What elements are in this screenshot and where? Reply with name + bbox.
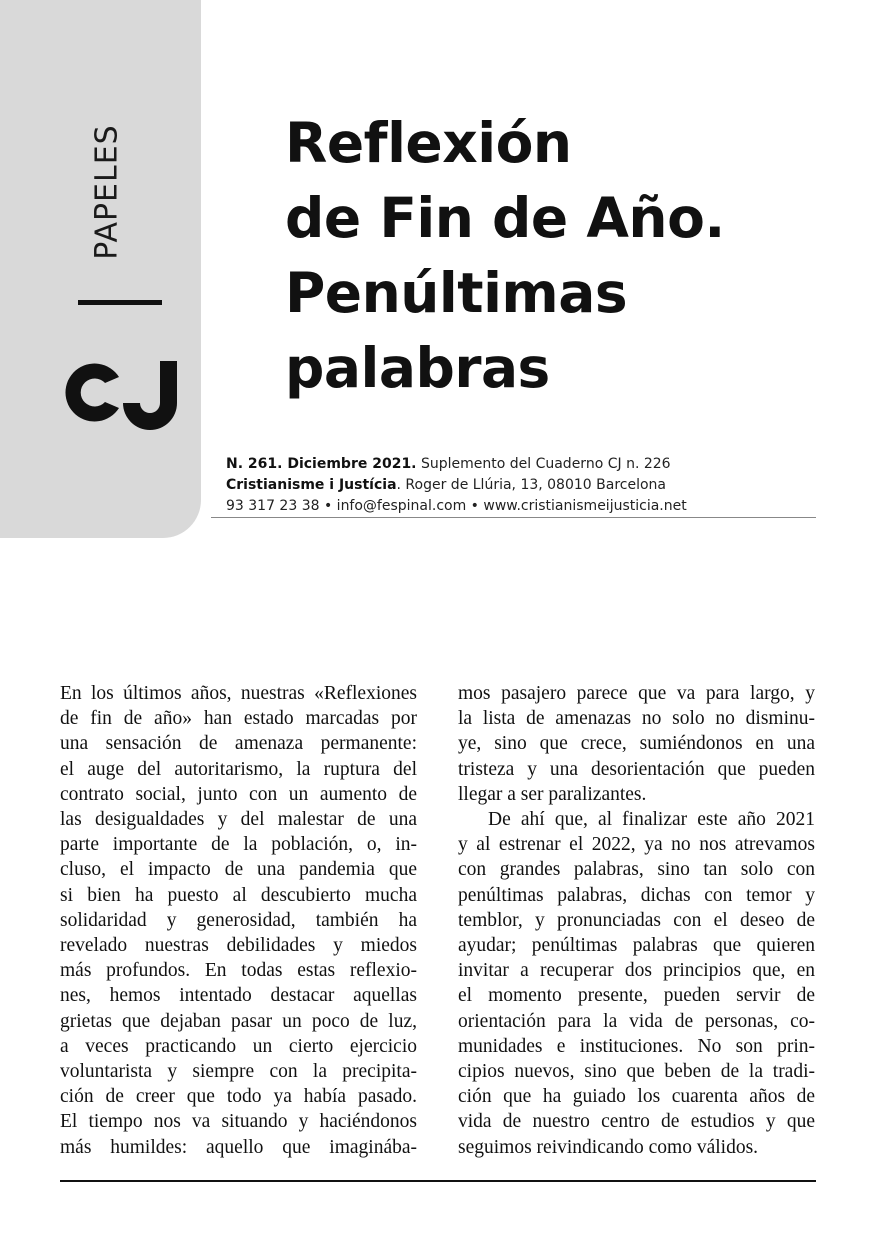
body-column-right: [458, 681, 815, 1160]
meta-divider: [211, 517, 816, 518]
contact-line: 93 317 23 38 • info@fespinal.com • www.cristianismeijusticia.net: [226, 498, 687, 514]
title-line: palabras: [285, 336, 550, 400]
body-line: cluso, el impacto de una pandemia que: [60, 859, 417, 881]
body-line: vida de nuestro centro de estudios y que: [458, 1111, 815, 1133]
body-line: el auge del autoritarismo, la ruptura del: [60, 758, 417, 780]
body-line: la lista de amenazas no solo no disminu-: [458, 708, 815, 730]
body-column-left: [60, 681, 417, 1160]
cj-logo-j: [123, 361, 177, 430]
cj-logo: [60, 355, 180, 430]
body-line: parte importante de la población, o, in-: [60, 834, 417, 856]
body-line: nes, hemos intentado destacar aquellas: [60, 985, 417, 1007]
issue-number: N. 261. Diciembre 2021.: [226, 456, 417, 472]
body-line: El tiempo nos va situando y haciéndonos: [60, 1111, 417, 1133]
body-line: el momento presente, pueden servir de: [458, 985, 815, 1007]
body-line: penúltimas palabras, dichas con temor y: [458, 884, 815, 906]
body-line: grietas que dejaban pasar un poco de luz,: [60, 1010, 417, 1032]
body-line: con grandes palabras, sino tan solo con: [458, 859, 815, 881]
series-label-text: PAPELES: [89, 124, 125, 260]
bottom-rule: [60, 1180, 816, 1182]
side-panel: [0, 0, 201, 538]
body-line: munidades e instituciones. No son prin-: [458, 1035, 815, 1057]
body-line: voluntarista y siempre con la precipita-: [60, 1061, 417, 1083]
body-line: De ahí que, al finalizar este año 2021: [488, 809, 815, 831]
body-line: En los últimos años, nuestras «Reflexiones: [60, 683, 417, 704]
body-line: cipios nuevos, sino que beben de la tradi-: [458, 1061, 815, 1083]
body-line: revelado nuestras debilidades y miedos: [60, 935, 417, 957]
body-line: si bien ha puesto al descubierto mucha: [60, 884, 417, 906]
body-line: seguimos reivindicando como válidos.: [458, 1136, 759, 1158]
title-line: Penúltimas: [285, 261, 628, 325]
body-line: más humildes: aquello que imaginába-: [60, 1136, 417, 1158]
body-line: más profundos. En todas estas reflexio-: [60, 960, 417, 982]
series-label: [78, 118, 136, 266]
issue-line: [226, 454, 826, 475]
article-title: [285, 106, 845, 406]
body-line: mos pasajero parece que va para largo, y: [458, 683, 815, 704]
body-line: ción de creer que todo ya había pasado.: [60, 1086, 417, 1108]
body-line: a veces practicando un cierto ejercicio: [60, 1035, 417, 1057]
body-line: tristeza y una desorientación que pueden: [458, 758, 815, 780]
body-line: temblor, y pronunciadas con el deseo de: [458, 909, 815, 931]
title-line: de Fin de Año.: [285, 186, 725, 250]
body-line: y al estrenar el 2022, ya no nos atrevamos: [458, 834, 815, 856]
body-line: una sensación de amenaza permanente:: [60, 733, 417, 755]
body-line: invitar a recuperar dos principios que, en: [458, 960, 815, 982]
body-line: orientación para la vida de personas, co-: [458, 1010, 815, 1032]
org-name: Cristianisme i Justícia: [226, 477, 397, 493]
org-address: . Roger de Llúria, 13, 08010 Barcelona: [396, 477, 666, 493]
title-line: Reflexión: [285, 111, 572, 175]
publication-info: [226, 454, 826, 517]
body-line: ayudar; penúltimas palabras que quieren: [458, 935, 815, 957]
body-line: de fin de año» han estado marcadas por: [60, 708, 417, 730]
body-line: las desigualdades y del malestar de una: [60, 809, 417, 831]
cj-logo-c: [65, 364, 119, 422]
supplement-text: Suplemento del Cuaderno CJ n. 226: [416, 456, 671, 472]
body-line: solidaridad y generosidad, también ha: [60, 909, 417, 931]
panel-rule: [78, 300, 162, 305]
body-line: llegar a ser paralizantes.: [458, 783, 647, 805]
org-line: [226, 475, 826, 496]
body-line: contrato social, junto con un aumento de: [60, 783, 417, 805]
body-line: ye, sino que crece, sumiéndonos en una: [458, 733, 815, 755]
body-line: ción que ha guiado los cuarenta años de: [458, 1086, 815, 1108]
